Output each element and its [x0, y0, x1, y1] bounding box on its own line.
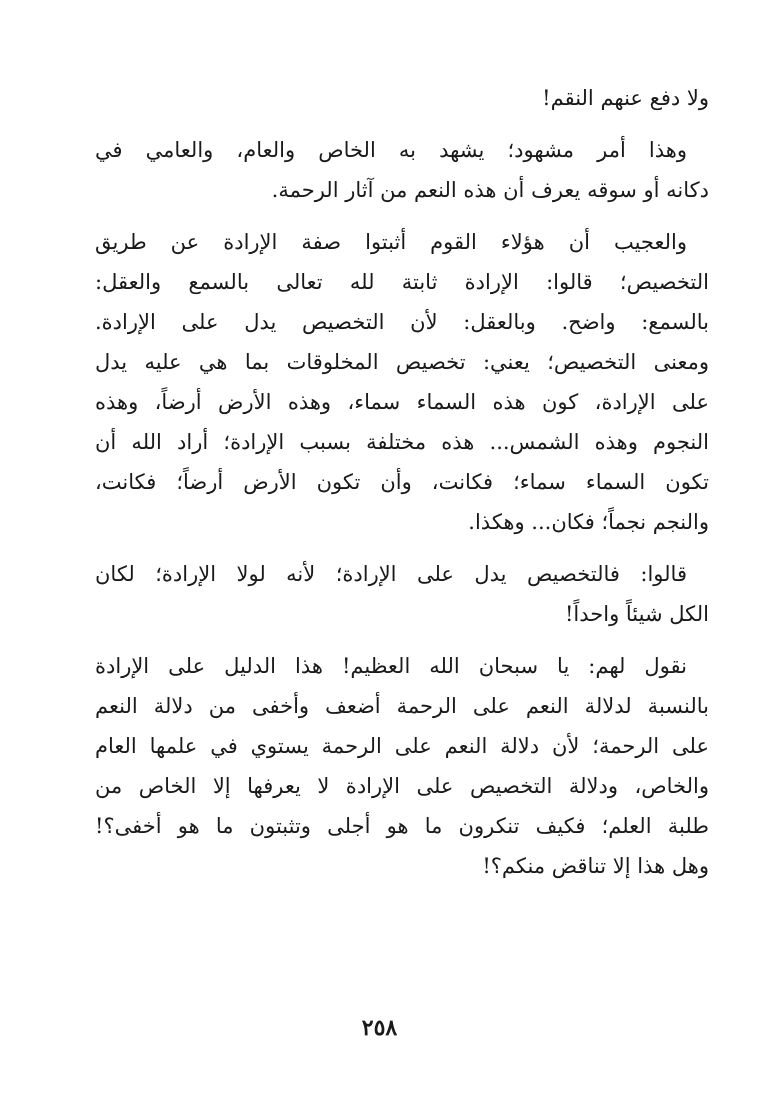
paragraph-3 — [95, 222, 709, 542]
text-line: وهذا أمر مشهود؛ يشهد به الخاص والعام، والعامي في — [95, 138, 687, 162]
text-line: طلبة العلم؛ فكيف تنكرون ما هو أجلى وتثبتون ما هو أخفى؟! — [95, 814, 709, 838]
page-number: ٢٥٨ — [361, 1015, 398, 1041]
text-line: تكون السماء سماء؛ فكانت، وأن تكون الأرض أرضاً؛ فكانت، — [95, 470, 709, 494]
text-line: والعجيب أن هؤلاء القوم أثبتوا صفة الإرادة عن طريق — [95, 230, 687, 254]
text-line: والخاص، ودلالة التخصيص على الإرادة لا يعرفها إلا الخاص من — [95, 774, 709, 798]
text-line: على الإرادة، كون هذه السماء سماء، وهذه الأرض أرضاً، وهذه — [95, 390, 709, 414]
paragraph-2 — [95, 130, 709, 210]
text-line: التخصيص؛ قالوا: الإرادة ثابتة لله تعالى بالسمع والعقل: — [95, 270, 709, 294]
text-line: والنجم نجماً؛ فكان... وهكذا. — [468, 510, 709, 534]
paragraph-1 — [95, 78, 709, 118]
text-line: دكانه أو سوقه يعرف أن هذه النعم من آثار الرحمة. — [271, 178, 709, 202]
text-line: وهل هذا إلا تناقض منكم؟! — [482, 854, 709, 878]
text-line: قالوا: فالتخصيص يدل على الإرادة؛ لأنه لولا الإرادة؛ لكان — [95, 562, 687, 586]
paragraph-4 — [95, 554, 709, 634]
text-line: بالسمع: واضح. وبالعقل: لأن التخصيص يدل على الإرادة. — [95, 310, 709, 334]
paragraph-5 — [95, 646, 709, 886]
text-line: على الرحمة؛ لأن دلالة النعم على الرحمة يستوي في علمها العام — [95, 734, 709, 758]
page-body — [95, 78, 709, 898]
text-line: بالنسبة لدلالة النعم على الرحمة أضعف وأخفى من دلالة النعم — [95, 694, 709, 718]
text-line: ومعنى التخصيص؛ يعني: تخصيص المخلوقات بما هي عليه يدل — [95, 350, 709, 374]
text-line: نقول لهم: يا سبحان الله العظيم! هذا الدليل على الإرادة — [95, 654, 687, 678]
text-line: ولا دفع عنهم النقم! — [542, 86, 709, 110]
text-line: الكل شيئاً واحداً! — [564, 602, 709, 626]
text-line: النجوم وهذه الشمس... هذه مختلفة بسبب الإرادة؛ أراد الله أن — [95, 430, 709, 454]
